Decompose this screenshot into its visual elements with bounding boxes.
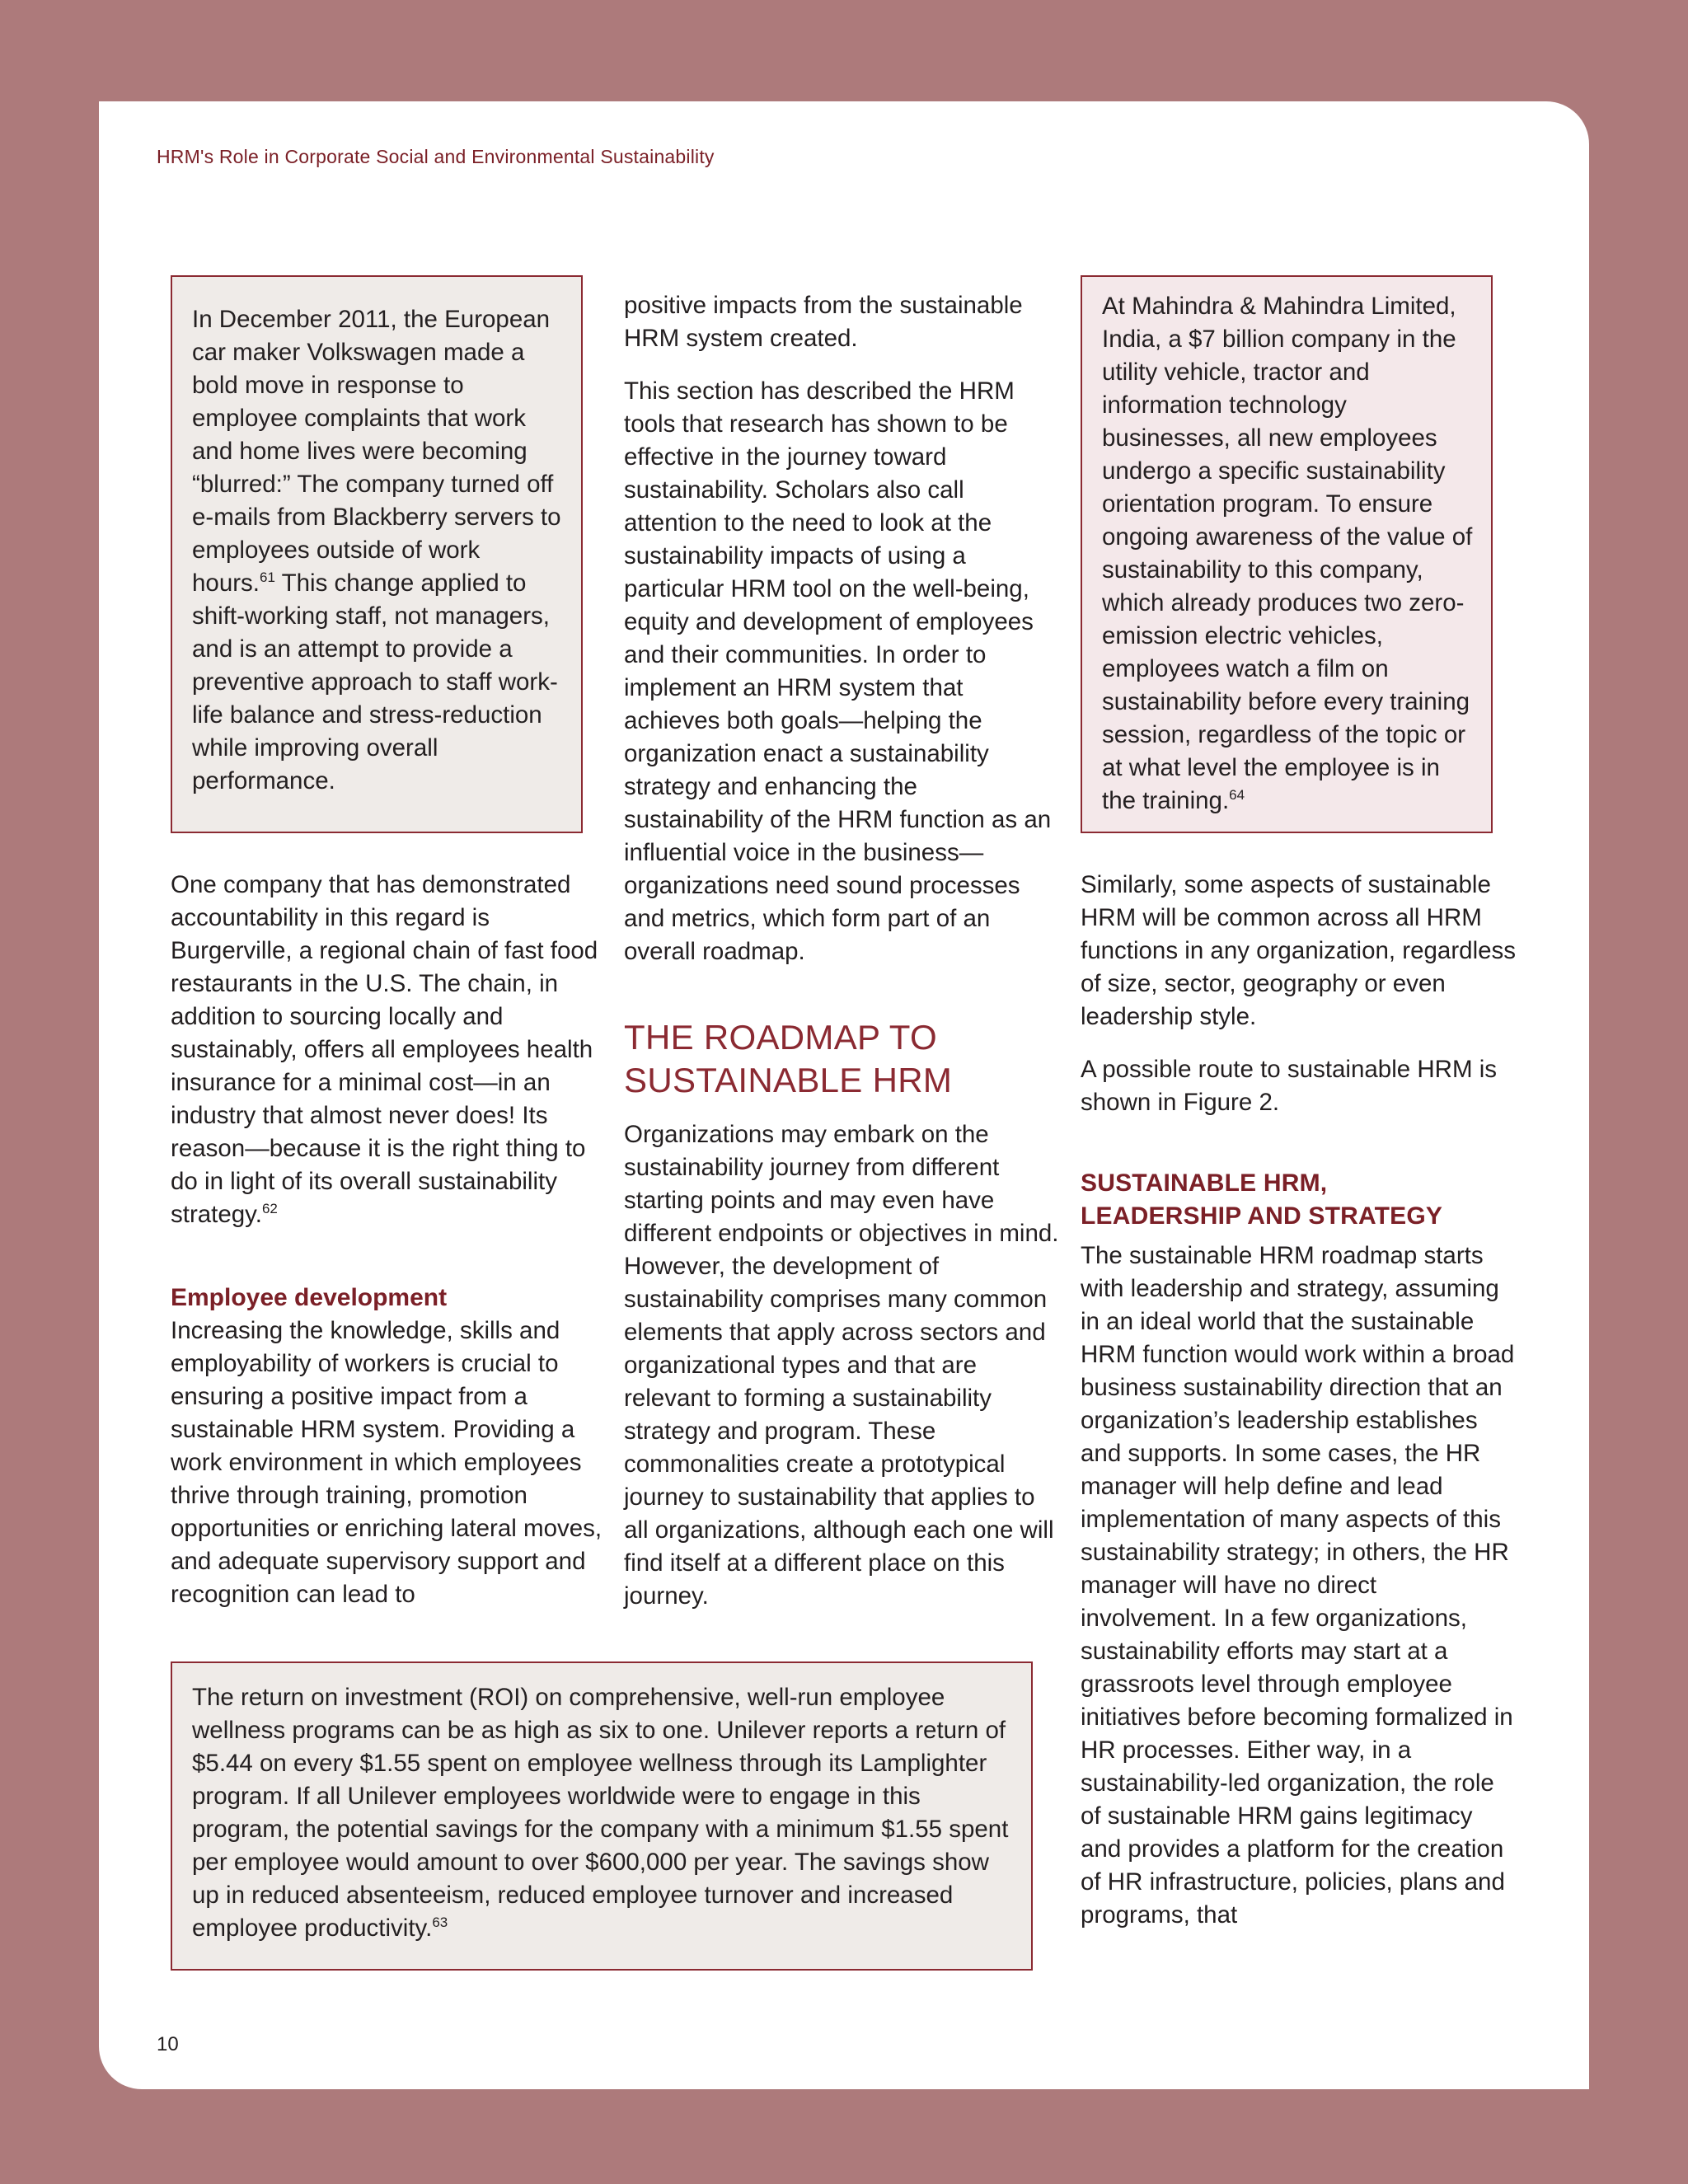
footnote-ref-63[interactable]: 63 xyxy=(432,1915,448,1931)
roadmap-heading-line-2: SUSTAINABLE HRM xyxy=(624,1061,953,1099)
employee-development-heading: Employee development xyxy=(171,1284,448,1311)
document-page xyxy=(99,101,1589,2089)
figure-route-paragraph: A possible route to sustainable HRM is shown in Figure 2. xyxy=(1081,1056,1498,1116)
leadership-strategy-paragraph: The sustainable HRM roadmap starts with leadership and strategy, assuming in an ideal world that the sustainable HRM function would work within a broad business sustainability direction that an organization’s leadership establishes and supports. In some cases, the HR manager will help define and lead implementation of many aspects of this sustainability strategy; in others, the HR manager will have no direct involvement. In a few organizations, sustainability efforts may start at a grassroots level through employee initiatives before becoming formalized in HR processes. Either way, in a sustainability-led organization, the role of sustainable HRM gains legitimacy and provides a platform for the creation of HR infrastructure, policies, plans and programs, that xyxy=(1081,1242,1515,1929)
mahindra-callout-text xyxy=(1102,290,1478,818)
leadership-heading-line-2: LEADERSHIP AND STRATEGY xyxy=(1081,1202,1443,1230)
employee-development-section xyxy=(171,1282,607,1611)
page-number: 10 xyxy=(157,2033,179,2055)
volkswagen-text: In December 2011, the European car maker Volkswagen made a bold move in response to employee complaints that work and home lives were becoming “blurred:” The company turned off e-mails from Blackberry servers to employees outside of work hours. xyxy=(192,306,561,597)
continuation-paragraph: positive impacts from the sustainable HRM system created. xyxy=(624,292,1023,352)
unilever-callout-text xyxy=(192,1681,1011,1945)
roadmap-section-heading xyxy=(624,1016,1061,1102)
volkswagen-callout-box xyxy=(171,275,583,833)
leadership-strategy-heading xyxy=(1081,1167,1517,1233)
footnote-ref-62[interactable]: 62 xyxy=(261,1201,278,1217)
burgerville-paragraph xyxy=(171,869,607,1231)
right-column xyxy=(1081,869,1517,1932)
volkswagen-callout-text xyxy=(192,303,563,798)
roadmap-heading-line-1: THE ROADMAP TO xyxy=(624,1018,937,1057)
mahindra-callout-box xyxy=(1081,275,1493,833)
burgerville-text: One company that has demonstrated accountability in this regard is Burgerville, a regional chain of fast food restaurants in the U.S. The chain, in addition to sourcing locally and sustainably, offers all employees health insurance for a minimal cost—in an industry that almost never does! Its reason—because it is the right thing to do in light of its overall sustainability strategy. xyxy=(171,871,598,1228)
roadmap-paragraph: Organizations may embark on the sustainability journey from different starting points and may even have different endpoints or objectives in mind. However, the development of sustainability comprises many common elements that apply across sectors and organizational types and that are relevant to forming a sustainability strategy and program. These commonalities create a prototypical journey to sustainability that applies to all organizations, although each one will find itself at a different place on this journey. xyxy=(624,1121,1059,1610)
footnote-ref-61[interactable]: 61 xyxy=(260,569,275,586)
running-header: HRM's Role in Corporate Social and Environmental Sustainability xyxy=(157,146,715,167)
unilever-callout-box xyxy=(171,1661,1033,1971)
unilever-text: The return on investment (ROI) on comprehensive, well-run employee wellness programs can be as high as six to one. Unilever reports a return of $5.44 on every $1.55 spent on employee wellness through its Lamplighter program. If all Unilever employees worldwide were to engage in this program, the potential savings for the company with a minimum $1.55 spent per employee would amount to over $600,000 per year. The savings show up in reduced absenteeism, reduced employee turnover and increased employee productivity. xyxy=(192,1684,1009,1942)
footnote-ref-64[interactable]: 64 xyxy=(1229,787,1245,804)
middle-column xyxy=(624,289,1061,1613)
volkswagen-text-continued: This change applied to shift-working staff, not managers, and is an attempt to provide a preventive approach to staff work-life balance and stress-reduction while improving overall performance. xyxy=(192,569,558,794)
employee-development-paragraph: Increasing the knowledge, skills and employability of workers is crucial to ensuring a positive impact from a sustainable HRM system. Providing a work environment in which employees thrive through training, promotion opportunities or enriching lateral moves, and adequate supervisory support and recognition can lead to xyxy=(171,1317,603,1608)
hrm-tools-paragraph: This section has described the HRM tools that research has shown to be effective in the journey toward sustainability. Scholars also call attention to the need to look at the sustainability impacts of using a particular HRM tool on the well-being, equity and development of employees and their communities. In order to implement an HRM system that achieves both goals—helping the organization enact a sustainability strategy and enhancing the sustainability of the HRM function as an influential voice in the business—organizations need sound processes and metrics, which form part of an overall roadmap. xyxy=(624,377,1052,965)
mahindra-text: At Mahindra & Mahindra Limited, India, a $7 billion company in the utility vehicle, tractor and information technology businesses, all new employees undergo a specific sustainability orientation program. To ensure ongoing awareness of the value of sustainability to this company, which already produces two zero-emission electric vehicles, employees watch a film on sustainability before every training session, regardless of the topic or at what level the employee is in the training. xyxy=(1102,293,1473,814)
leadership-heading-line-1: SUSTAINABLE HRM, xyxy=(1081,1169,1328,1197)
similarly-paragraph: Similarly, some aspects of sustainable HRM will be common across all HRM functions in any organization, regardless of size, sector, geography or even leadership style. xyxy=(1081,871,1517,1030)
burgerville-paragraph-block xyxy=(171,869,607,1231)
